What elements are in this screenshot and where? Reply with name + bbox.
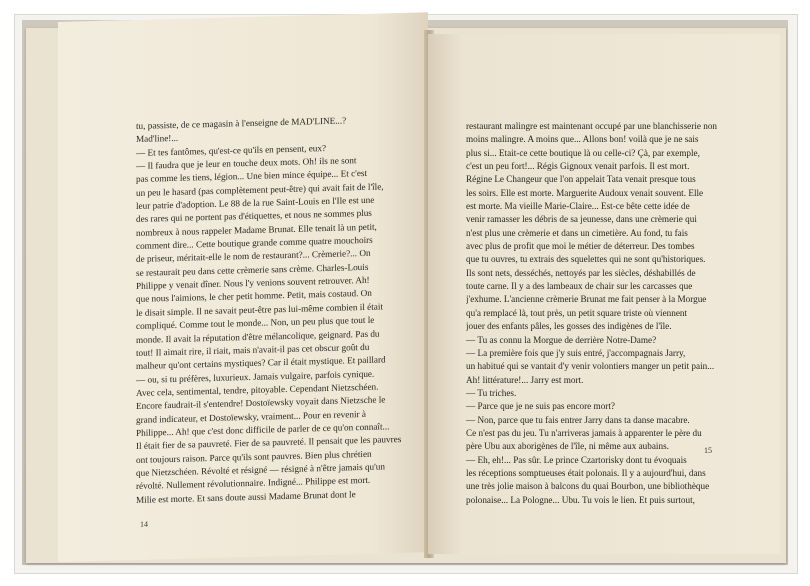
text-line: monde. Il avait la réputation d'être mélancolique, geignard. Pas du: [136, 328, 380, 345]
left-page-number: 14: [140, 519, 148, 529]
text-line: Philippe y venait dîner. Nous l'y venions souvent retrouver. Ah!: [136, 274, 370, 292]
text-line: Mad'line!...: [136, 133, 179, 145]
text-line: — ou, si tu préfères, luxurieux. Jamais vulgaire, parfois cynique.: [136, 368, 375, 385]
text-line: un peu le hasard (pas complètement peut-être) qui avait fait de l'île,: [136, 181, 384, 198]
text-line: Il était fier de sa pauvreté. Fier de sa pauvreté. Il pensait que les pauvres: [136, 434, 402, 452]
text-line: père Ubu aux aborigènes de l'île, ni même aux aubains.: [466, 441, 669, 452]
text-line: Régine Le Changeur que l'on appelait Tata venait presque tous: [466, 174, 696, 185]
text-line: — Tu as connu la Morgue de derrière Notre-Dame?: [466, 334, 657, 345]
text-line: que tu ouvres, tu extrais des squelettes qui ne sont qu'historiques.: [466, 254, 706, 265]
text-line: Ils sont nets, desséchés, nettoyés par les siècles, déshabillés de: [466, 267, 696, 278]
text-line: leur patrie d'adoption. Le 88 de la rue Saint-Louis en l'Ile est une: [136, 194, 375, 212]
text-line: jouer des enfants pâles, les gosses des indigènes de l'île.: [466, 321, 672, 332]
text-line: Ah! littérature!... Jarry est mort.: [466, 374, 584, 385]
text-line: révolté. Nullement révolutionnaire. Indigné... Philippe est mort.: [136, 475, 371, 492]
text-line: malheur qu'ont certains mystiques? Car il était mystique. Et paillard: [136, 354, 386, 372]
text-line: une très jolie maison à balcons du quai Bourbon, une bibliothèque: [466, 481, 710, 492]
text-line: Philippe... Ah! que c'est donc difficile de parler de ce qu'on connaît...: [136, 421, 390, 438]
text-line: le disait simple. Il ne savait peut-être pas lui-même combien il était: [136, 301, 383, 318]
text-line: compliqué. Comme tout le monde... Non, un peu plus que tout le: [136, 314, 375, 332]
text-line: pas comme les tiens, légion... Une bien mince équipe... Et c'est: [136, 168, 368, 185]
right-page-text: [466, 120, 742, 507]
text-line: — Parce que je ne suis pas encore mort?: [466, 401, 615, 412]
text-line: plus si... Etait-ce cette boutique là ou celle-ci? Çà, par exemple,: [466, 147, 700, 158]
text-line: — Et tes fantômes, qu'est-ce qu'ils en pensent, eux?: [136, 142, 327, 158]
text-line: — Non, parce que tu fais entrer Jarry dans ta danse macabre.: [466, 414, 690, 425]
text-line: — Eh, eh!... Pas sûr. Le prince Czartorisky dont tu évoquais: [466, 454, 687, 465]
text-line: que nous l'aimions, le cher petit homme. Petit, mais costaud. On: [136, 288, 372, 305]
text-line: polonaise... La Pologne... Ubu. Tu vois le lien. Et puis surtout,: [466, 494, 695, 505]
text-line: j'exhume. L'ancienne crèmerie Brunat me fait penser à la Morgue: [466, 294, 707, 305]
text-line: venir ramasser les débris de sa jeunesse, dans une crèmerie qui: [466, 214, 697, 225]
text-line: restaurant malingre est maintenant occupé par une blanchisserie non: [466, 121, 718, 131]
text-line: tout! Il aimait rire, il riait, mais n'avait-il pas cet obscur goût du: [136, 341, 370, 358]
text-line: des rares qui ne portent pas d'étiquettes, et nous ne sommes plus: [136, 208, 372, 225]
text-line: Encore faudrait-il s'entendre! Dostoïewsky voyait dans Nietzsche le: [136, 394, 386, 412]
text-line: que Nietzschéen. Révolté et résigné — résigné à n'être jamais qu'un: [136, 461, 385, 478]
text-line: les soirs. Elle est morte. Marguerite Audoux venait souvent. Elle: [466, 187, 704, 198]
text-line: — Tu triches.: [466, 387, 517, 398]
text-line: est morte. Ma vieille Marie-Claire... Est-ce bête cette idée de: [466, 201, 690, 212]
text-line: n'est plus une crèmerie et dans un cimetière. Au fond, tu fais: [466, 227, 688, 238]
text-line: — La première fois que j'y suis entré, j'accompagnais Jarry,: [466, 347, 686, 358]
right-page-number: 15: [704, 446, 712, 455]
text-line: se restaurait peu dans cette crèmerie sans crème. Charles-Louis: [136, 261, 369, 278]
text-line: avec plus de profit que moi le métier de déterreur. Des tombes: [466, 241, 695, 252]
text-line: comment dire... Cette boutique grande comme quatre mouchoirs: [136, 234, 373, 252]
text-line: — Il faudra que je leur en touche deux mots. Oh! ils ne sont: [136, 155, 357, 171]
text-line: moins malingre. A moins que... Allons bon! voilà que je ne sais: [466, 134, 699, 145]
text-line: c'est un peu fort!... Régis Gignoux venait parfois. Il est mort.: [466, 161, 690, 172]
text-line: nombreux à nous rappeler Madame Brunat. Elle tenait là un petit,: [136, 221, 377, 238]
text-line: Milie est morte. Et sans doute aussi Madame Brunat dont le: [136, 488, 356, 505]
text-line: Avec cela, sentimental, tendre, pitoyable. Cependant Nietzschéen.: [136, 381, 379, 398]
text-line: de priseur, méritait-elle le nom de restaurant?... Crèmerie?... On: [136, 248, 371, 265]
text-line: tu, passiste, de ce magasin à l'enseigne de MAD'LINE...?: [136, 115, 347, 131]
text-line: toute carne. Il y a des lambeaux de chair sur les carcasses que: [466, 281, 693, 292]
text-line: grand indicateur, et Dostoïewsky, vraiment... Pour en revenir à: [136, 408, 366, 425]
text-line: ont toujours raison. Parce qu'ils sont pauvres. Bien plus chrétien: [136, 448, 372, 465]
left-page-text: [136, 112, 428, 507]
text-line: qu'a remplacé là, tout près, un petit square triste où viennent: [466, 307, 688, 318]
text-line: les réceptions somptueuses était polonais. Il y a aujourd'hui, dans: [466, 467, 706, 478]
text-line: un habitué qui se vantait d'y venir volontiers manger un petit pain...: [466, 361, 715, 372]
right-page: [428, 34, 780, 554]
text-line: Ce n'est pas du jeu. Tu n'arriveras jamais à apparenter le père du: [466, 427, 702, 438]
left-page: [58, 12, 428, 562]
